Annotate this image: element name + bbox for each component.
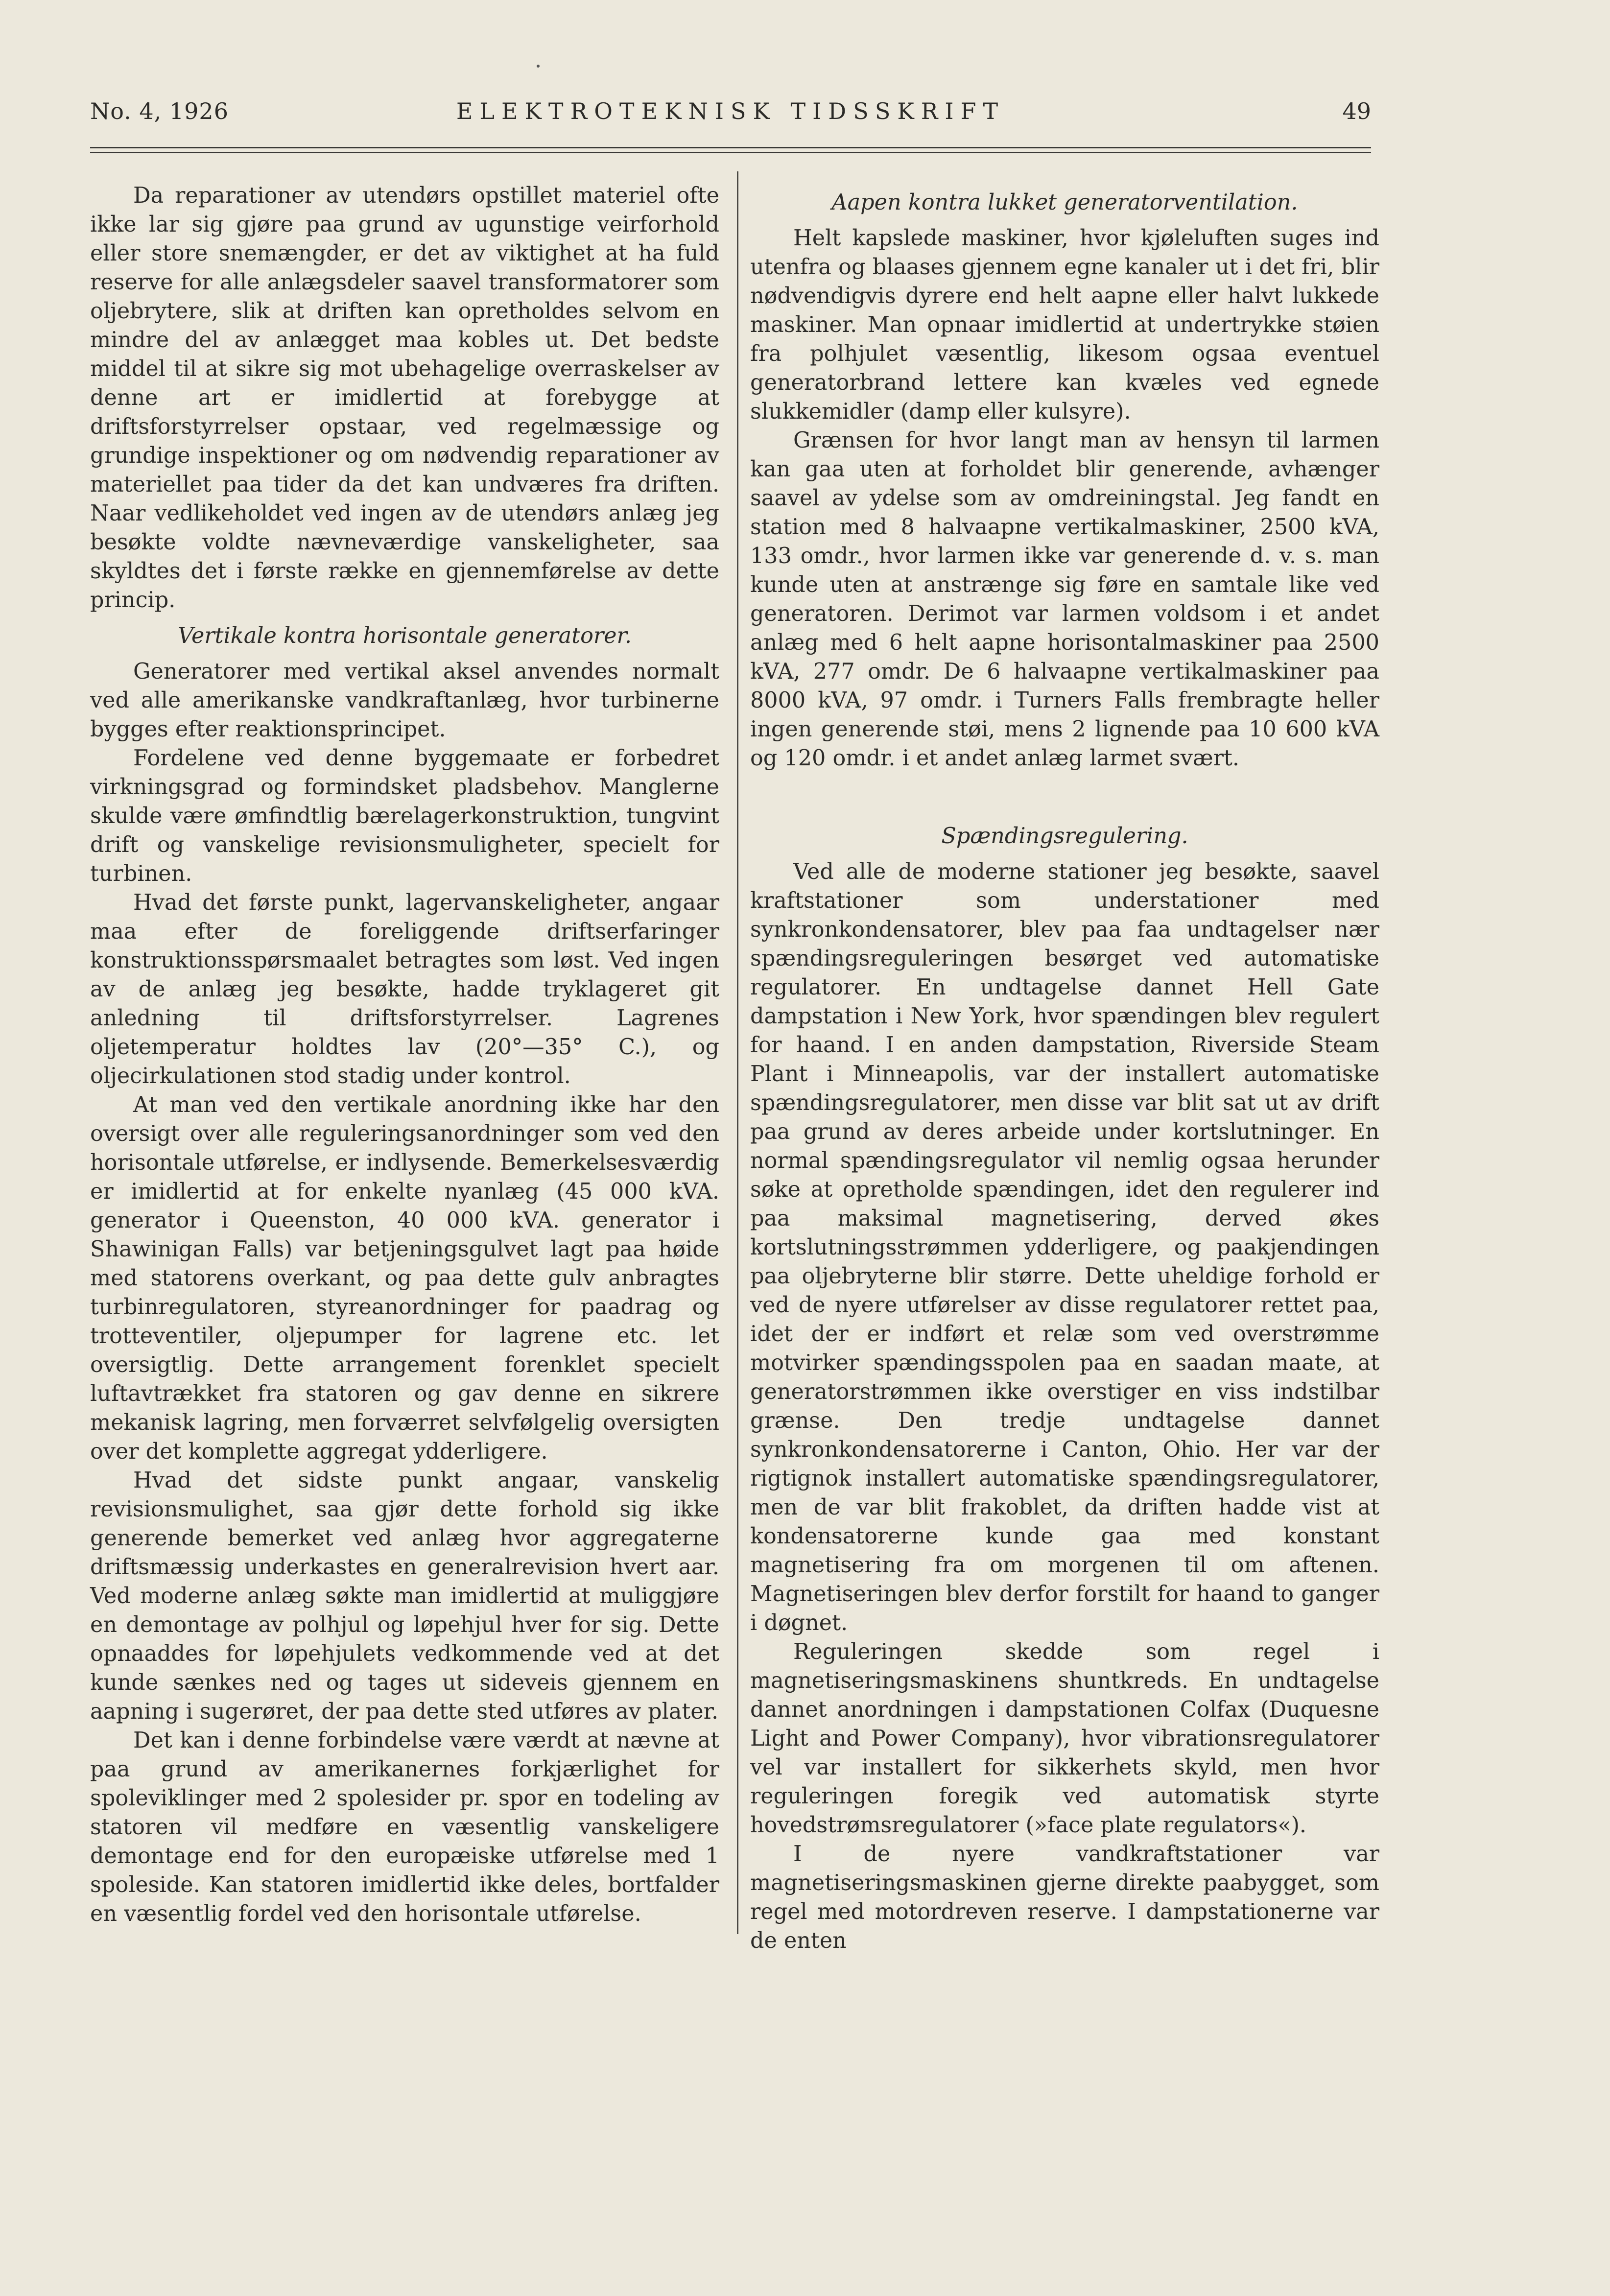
- paragraph: Da reparationer av utendørs opstillet materiel ofte ikke lar sig gjøre paa grund av ugunstige veirforhold eller store snemængder, er det av viktighet at ha fuld reserve for alle anlægsdeler saavel transformatorer som oljebrytere, slik at driften kan opretholdes selvom en mindre del av anlægget maa kobles ut. Det bedste middel til at sikre sig mot ubehagelige overraskelser av denne art er imidlertid at forebygge at driftsforstyrrelser opstaar, ved regelmæssige og grundige inspektioner og om nødvendig reparationer av materiellet paa tider da det kan undværes fra driften. Naar vedlikeholdet ved ingen av de utendørs anlæg jeg besøkte voldte nævneværdige vanskeligheter, saa skyldtes det i første række en gjennemførelse av dette princip.: [90, 183, 719, 613]
- section-heading: Aapen kontra lukket generatorventilation.: [831, 190, 1298, 215]
- page-number: 49: [1342, 98, 1371, 124]
- paragraph: I de nyere vandkraftstationer var magnetiseringsmaskinen gjerne direkte paabygget, som regel med motordreven reserve. I dampstationerne var de enten: [750, 1842, 1379, 1953]
- paragraph: Hvad det første punkt, lagervanskeligheter, angaar maa efter de foreliggende driftserfaringer konstruktionsspørsmaalet betragtes som løst. Ved ingen av de anlæg jeg besøkte, hadde tryklageret git anledning til driftsforstyrrelser. Lagrenes oljetemperatur holdtes lav (20°—35° C.), og oljecirkulationen stod stadig under kontrol.: [90, 890, 719, 1089]
- paragraph: Generatorer med vertikal aksel anvendes normalt ved alle amerikanske vandkraftanlæg, hvor turbinerne bygges efter reaktionsprincipet.: [90, 659, 719, 742]
- paragraph: At man ved den vertikale anordning ikke har den oversigt over alle reguleringsanordninger som ved den horisontale utførelse, er indlysende. Bemerkelsesværdig er imidlertid at for enkelte nyanlæg (45 000 kVA. generator i Queenston, 40 000 kVA. generator i Shawinigan Falls) var betjeningsgulvet lagt paa høide med statorens overkant, og paa dette gulv anbragtes turbinregulatoren, styreanordninger for paadrag og trotteventiler, oljepumper for lagrene etc. let oversigtlig. Dette arrangement forenklet specielt luftavtrækket fra statoren og gav denne en sikrere mekanisk lagring, men forværret selvfølgelig oversigten over det komplette aggregat ydderligere.: [90, 1092, 719, 1464]
- paragraph: Det kan i denne forbindelse være værdt at nævne at paa grund av amerikanernes forkjærlighet for spoleviklinger med 2 spolesider pr. spor en todeling av statoren vil medføre en væsentlig vanskeligere demontage end for den europæiske utførelse med 1 spoleside. Kan statoren imidlertid ikke deles, bortfalder en væsentlig fordel ved den horisontale utførelse.: [90, 1728, 719, 1926]
- issue-number: No. 4, 1926: [90, 98, 229, 124]
- section-spacer: [750, 773, 1379, 815]
- print-mark: [537, 65, 540, 68]
- running-header: [90, 98, 1371, 132]
- right-column: [750, 181, 1379, 1955]
- paragraph: Ved alle de moderne stationer jeg besøkte, saavel kraftstationer som understationer med synkronkondensatorer, blev paa faa undtagelser nær spændingsreguleringen besørget ved automatiske regulatorer. En undtagelse dannet Hell Gate dampstation i New York, hvor spændingen blev regulert for haand. I en anden dampstation, Riverside Steam Plant i Minneapolis, var der installert automatiske spændingsregulatorer, men disse var blit sat ut av drift paa grund av deres arbeide under kortslutninger. En normal spændingsregulator vil nemlig ogsaa herunder søke at opretholde spændingen, idet den regulerer ind paa maksimal magnetisering, derved økes kortslutningsstrømmen ydderligere, og paakjendingen paa oljebryterne blir større. Dette uheldige forhold er ved de nyere utførelser av disse regulatorer rettet paa, idet der er indført et relæ som ved overstrømme motvirker spændingsspolen paa en saadan maate, at generatorstrømmen ikke overstiger en viss indstilbar grænse. Den tredje undtagelse dannet synkronkondensatorerne i Canton, Ohio. Her var der rigtignok installert automatiske spændingsregulatorer, men de var blit frakoblet, da driften hadde vist at kondensatorerne kunde gaa med konstant magnetisering fra om morgenen til om aftenen. Magnetiseringen blev derfor forstilt for haand to ganger i døgnet.: [750, 859, 1379, 1635]
- section-heading: Vertikale kontra horisontale generatorer.: [177, 623, 632, 648]
- header-rule-bottom: [90, 152, 1371, 153]
- header-rule-top: [90, 147, 1371, 148]
- paragraph: Helt kapslede maskiner, hvor kjøleluften suges ind utenfra og blaases gjennem egne kanaler ut i det fri, blir nødvendigvis dyrere end helt aapne eller halvt lukkede maskiner. Man opnaar imidlertid at undertrykke støien fra polhjulet væsentlig, likesom ogsaa eventuel generatorbrand lettere kan kvæles ved egnede slukkemidler (damp eller kulsyre).: [750, 226, 1379, 424]
- journal-title: ELEKTROTEKNISK TIDSSKRIFT: [456, 98, 1005, 124]
- left-column: [90, 181, 719, 1928]
- paragraph: Fordelene ved denne byggemaate er forbedret virkningsgrad og formindsket pladsbehov. Manglerne skulde være ømfindtlig bærelagerkonstruktion, tungvint drift og vanskelige revisionsmuligheter, specielt for turbinen.: [90, 746, 719, 886]
- paragraph: Reguleringen skedde som regel i magnetiseringsmaskinens shuntkreds. En undtagelse dannet anordningen i dampstationen Colfax (Duquesne Light and Power Company), hvor vibrationsregulatorer vel var installert for sikkerhets skyld, men hvor reguleringen foregik ved automatisk styrte hovedstrømsregulatorer (»face plate regulators«).: [750, 1639, 1379, 1838]
- paragraph: Hvad det sidste punkt angaar, vanskelig revisionsmulighet, saa gjør dette forhold sig ikke generende bemerket ved anlæg hvor aggregaterne driftsmæssig underkastes en generalrevision hvert aar. Ved moderne anlæg søkte man imidlertid at muliggjøre en demontage av polhjul og løpehjul hver for sig. Dette opnaaddes for løpehjulets vedkommende ved at det kunde sænkes ned og tages ut sideveis gjennem en aapning i sugerøret, der paa dette sted utføres av plater.: [90, 1468, 719, 1724]
- column-divider: [737, 171, 738, 1934]
- paragraph: Grænsen for hvor langt man av hensyn til larmen kan gaa uten at forholdet blir generende, avhænger saavel av ydelse som av omdreiningstal. Jeg fandt en station med 8 halvaapne vertikalmaskiner, 2500 kVA, 133 omdr., hvor larmen ikke var generende d. v. s. man kunde uten at anstrænge sig føre en samtale like ved generatoren. Derimot var larmen voldsom i et andet anlæg med 6 helt aapne horisontalmaskiner paa 2500 kVA, 277 omdr. De 6 halvaapne vertikalmaskiner paa 8000 kVA, 97 omdr. i Turners Falls frembragte heller ingen generende støi, mens 2 lignende paa 10 600 kVA og 120 omdr. i et andet anlæg larmet svært.: [750, 428, 1379, 771]
- section-heading: Spændingsregulering.: [941, 824, 1188, 849]
